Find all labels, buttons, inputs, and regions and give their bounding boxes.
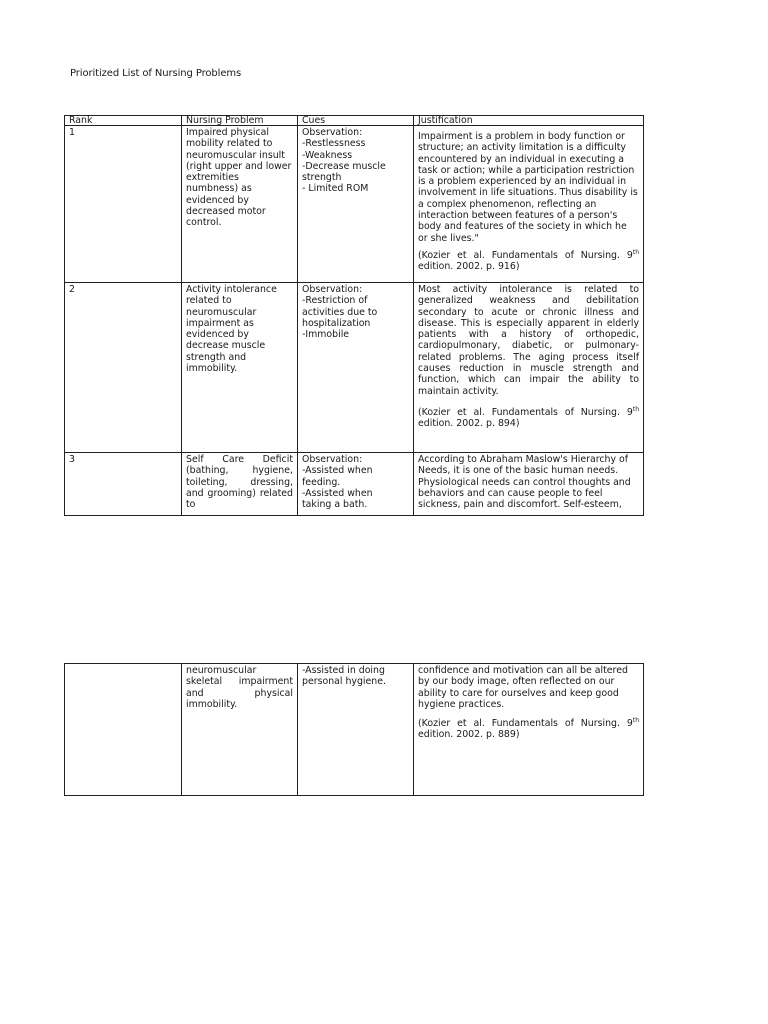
cue-line: -Immobile (302, 329, 350, 341)
reference-citation (418, 407, 639, 430)
cues-cell (298, 283, 414, 453)
cue-line: activities due to (302, 306, 378, 318)
nursing-problem-cell (182, 453, 298, 516)
table-header-row (65, 116, 644, 126)
nursing-problems-table-continued (64, 663, 644, 796)
cue-line: strength (302, 172, 342, 184)
reference-tail: edition. 2002. p. 916) (418, 261, 520, 273)
table-row (65, 283, 644, 453)
header-nursing-problem: Nursing Problem (182, 116, 298, 126)
cue-line: -Restriction of (302, 295, 368, 307)
header-justification: Justification (414, 116, 644, 126)
cue-line: Observation: (302, 127, 363, 138)
rank-cell (65, 664, 182, 796)
reference-tail: edition. 2002. p. 889) (418, 729, 520, 741)
rank-cell: 3 (65, 453, 182, 516)
reference-superscript: th (632, 405, 639, 413)
reference-tail: edition. 2002. p. 894) (418, 418, 520, 430)
reference-main: (Kozier et al. Fundamentals of Nursing. 9 (418, 718, 633, 730)
cue-line: -Weakness (302, 149, 353, 161)
justification-text: confidence and motivation can all be altered by our body image, often reflected on our ability to care for ourselves and keep good hygiene practices. (418, 665, 628, 710)
justification-cell: According to Abraham Maslow's Hierarchy of Needs, it is one of the basic human needs. Physiological needs can control thoughts and behaviors and can cause people to feel sickness, pain and discomfort. Self-esteem, (414, 453, 644, 516)
cue-line: feeding. (302, 476, 341, 488)
header-rank: Rank (65, 116, 182, 126)
nursing-problem-cell: neuromuscular skeletal impairment and physical immobility. (182, 664, 298, 796)
table-row (65, 126, 644, 283)
cues-cell (298, 126, 414, 283)
rank-cell: 1 (65, 126, 182, 283)
reference-citation (418, 250, 639, 273)
reference-superscript: th (632, 248, 639, 256)
nursing-problem-cell: Impaired physical mobility related to neuromuscular insult (right upper and lower extremities numbness) as evidenced by decreased motor control. (182, 126, 298, 283)
header-cues: Cues (298, 116, 414, 126)
rank-cell: 2 (65, 283, 182, 453)
cue-line: Observation: (302, 454, 363, 465)
justification-cell (414, 126, 644, 283)
reference-citation (418, 718, 639, 741)
cue-line: - Limited ROM (302, 183, 369, 195)
cues-cell (298, 453, 414, 516)
cue-line: -Decrease muscle (302, 160, 386, 172)
table-row (65, 453, 644, 516)
table-row (65, 664, 644, 796)
cue-line: -Restlessness (302, 138, 366, 150)
cues-cell (298, 664, 414, 796)
cue-line: taking a bath. (302, 499, 368, 511)
document-title: Prioritized List of Nursing Problems (70, 68, 242, 79)
nursing-problem-cell: Activity intolerance related to neuromuscular impairment as evidenced by decrease muscle strength and immobility. (182, 283, 298, 453)
justification-text: Impairment is a problem in body function or structure; an activity limitation is a difficulty encountered by an individual in executing a task or action; while a participation restriction is a problem experienced by an individual in involvement in life situations. Thus disability is a complex phenomenon, reflecting an interaction between features of a person's body and features of the society in which he or she lives." (418, 131, 638, 244)
justification-cell (414, 664, 644, 796)
reference-main: (Kozier et al. Fundamentals of Nursing. 9 (418, 406, 633, 418)
nursing-problems-table (64, 115, 644, 516)
justification-text: Most activity intolerance is related to generalized weakness and debilitation secondary to acute or chronic illness and disease. This is especially apparent in elderly patients with a history of orthopedic, cardiopulmonary, diabetic, or pulmonary- related problems. The aging process itself causes reduction in muscle strength and function, which can impair the ability to maintain activity. (418, 284, 639, 397)
cue-line: Observation: (302, 284, 363, 295)
justification-cell (414, 283, 644, 453)
reference-main: (Kozier et al. Fundamentals of Nursing. 9 (418, 249, 633, 261)
cue-line: personal hygiene. (302, 676, 386, 688)
nursing-problem-text: Self Care Deficit (bathing, hygiene, toileting, dressing, and grooming) related to (186, 454, 293, 511)
reference-superscript: th (632, 717, 639, 725)
cue-line: hospitalization (302, 317, 371, 329)
cue-line: -Assisted in doing (302, 665, 385, 676)
cue-line: -Assisted when (302, 465, 373, 477)
cue-line: -Assisted when (302, 487, 373, 499)
